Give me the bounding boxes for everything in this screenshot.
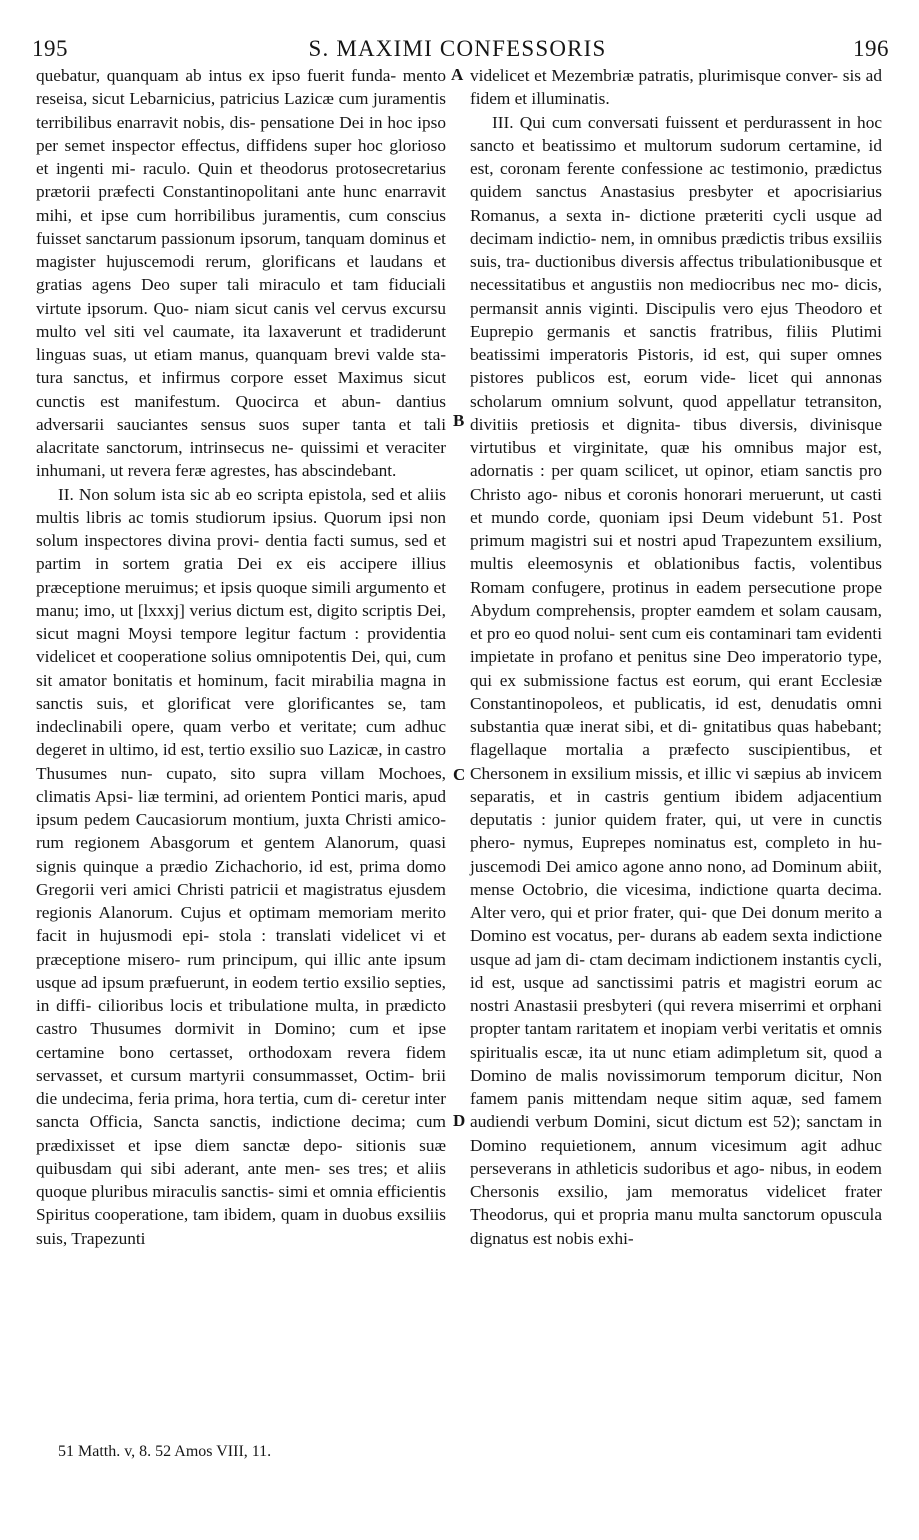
margin-marker-d: D — [453, 1111, 466, 1130]
left-paragraph-continuation: quebatur, quanquam ab intus ex ipso fuerit funda- mento reseisa, sicut Lebarnicius, patricius Lazicæ cum juramentis terribilibus enarravit nobis, dis- pensatione Dei in hoc ipso per semet inspector effectus, diffidens super hoc glorioso et ingenti mi- raculo. Quin et theodorus protosecretarius prætorii præfecti Constantinopolitani ante hunc enarravit mihi, et ipse cum horribilibus juramentis, cum conscius fuisset sanctarum passionum ipsorum, tanquam dominus et magister hujuscemodi rerum, glorificans et laudans et gratias agens Deo super tali miraculo et tam fiduciali virtute ipsorum. Quo- niam sicut canis vel cervus excursu multo vel siti vel caumate, ita laxaverunt et tradiderunt linguas suas, ut etiam manus, quanquam brevi valde sta- tura sanctus, et infirmus corpore esset Maximus sicut cunctis est manifestum. Quocirca et abun- dantius adversarii sauciantes sensus suos super tanta et tali alacritate sanctorum, intrinsecus ne- quissimi et veraciter inhumani, ut revera feræ agrestes, has abscindebant. — [36, 66, 446, 481]
right-paragraph-section-3: III. Qui cum conversati fuissent et perdurassent in hoc sancto et beatissimo et multorum sudorum certamine, id est, coronam ferente confessione ac testimonio, prædictus quidem sanctus Anastasius presbyter et apocrisiarius Romanus, a sexta in- dictione præteriti cycli usque ad decimam indictio- nem, in omnibus prædictis tribus exsiliis suis, tra- ductionibus diversis affectus tribulationibusque et necessitatibus et angustiis non mediocribus nec mo- dicis, permansit annis viginti. Discipulis vero ejus Theodoro et Euprepio germanis et sanctis fratribus, filiis Plutimi beatissimi imperatoris Pistoris, id est, qui super omnes pistores publicos est, eorum vide- licet qui annonas scholarum omnium solvunt, quod appellatur tetransiton, divitiis pretiosis et dignita- tibus diversis, divinisque virtutibus et virginitate, quæ his omnibus major est, adornatis : per quam scilicet, ut opinor, etiam sanctis pro Christo ago- nibus et coronis honorari meruerunt, ut casti et mundo corde, quoniam ipsi Deum videbunt 51. Post primum magistri sui et nostri apud Trapezuntem exsilium, multis eleemosynis et oblationibus factis, volentibus Romam confugere, protinus in eadem persecutione prope Abydum comprehensis, propter eamdem et solam causam, et pro eo quod nolui- sent cum eis contaminari tam evidenti impietate in profano et penitus sine Deo imperatorio type, qui ex submissione factus est eorum, qui erant Ecclesiæ Constantinopoleos, et publicatis, id est, denudatis omni substantia quæ inerat sibi, et di- gnitatibus quas habebant; flagellaque mortalia a præfecto suscipientibus, et Chersonem in exsilium missis, et illic vi sæpius ab invicem separatis, et in castris gentium ibidem adjacentium deputatis : junior quidem frater, qui, ut vere in cunctis phero- nymus, Euprepes nominatus est, completo in hu- juscemodi Dei amico agone anno nono, ad Dominum abiit, mense Octobrio, die vicesima, indictione quarta decima. Alter vero, qui et prior frater, qui- que Dei donum merito a Domino est vocatus, per- durans ab eadem sexta indictione usque ad jam di- ctam decimam indictionem instantis cycli, id est, usque ad sanctissimi patris et magistri eorum ac nostri Anastasii presbyteri (qui revera miserrimi et orphani propter tantam raritatem et inopiam verbi veritatis et omnis spiritualis escæ, ita ut nunc etiam adimpletum sit, quod a Domino de malis novissimorum temporum dicitur, Non famem panis mittendam neque sitim aquæ, sed famem audiendi verbum Domini, sicut dictum est 52); sanctam in Domino requietionem, annum vicesimum agit adhuc perseverans in athleticis sudoribus et ago- nibus, in eodem Chersonis exsilio, jam memoratus videlicet frater Theodorus, qui et propria manu multa sanctorum opuscula dignatus est nobis exhi- — [470, 112, 882, 1248]
right-column — [470, 64, 882, 1250]
margin-marker-c: C — [453, 765, 466, 784]
left-column — [36, 64, 446, 1250]
running-title: S. MAXIMI CONFESSORIS — [308, 36, 607, 61]
left-paragraph-section-2: II. Non solum ista sic ab eo scripta epistola, sed et aliis multis libris ac tomis studiorum ipsius. Quorum ipsi non solum inspectores divina provi- dentia facti sumus, sed et partim in sortem gratia Dei ex eis accipere illius præceptione meruimus; et ipsis quoque simili argumento et manu; imo, ut [lxxxj] verius dictum est, digito scriptis Dei, sicut magni Moysi tempore legitur factum : providentia videlicet et cooperatione solius omnipotentis Dei, qui, cum sit amator bonitatis et hominum, facit mirabilia magna in sanctis suis, et glorificat vere glorificantes se, tam indeclinabili opere, quam verbo et veritate; cum adhuc degeret in ultimo, id est, tertio exsilio suo Lazicæ, in castro Thusumes nun- cupato, sito supra villam Mochoes, climatis Apsi- liæ termini, ad orientem Pontici maris, apud ipsum pedem Caucasiorum montium, juxta Christi amico- rum regionem Abasgorum et gentem Alanorum, quasi signis quinque a prædio Zichachorio, id est, prima domo Gregorii veri amici Christi patricii et magistratus ejusdem regionis Alanorum. Cujus et optimam memoriam merito facit in hujusmodi epi- stola : translati videlicet vi et præceptione misero- rum principum, qui illic ante ipsum usque ad ipsum præfuerunt, in eodem tertio exsilio septies, in diffi- cilioribus locis et tribulatione multa, in prædicto castro Thusumes dormivit in Domino; cum et ipse certamine bono certasset, orthodoxam revera fidem servasset, et cursum martyrii consummasset, Octim- brii die undecima, feria prima, hora tertia, cum di- ceretur inter sancta Officia, Sancta sanctis, indictione decima; cum prædixisset et ipse diem sanctæ depo- sitionis suæ quibusdam qui sibi aderant, ante men- ses tres; et aliis quoque pluribus miraculis sanctis- simi et omnia efficientis Spiritus cooperatione, tam ibidem, quam in duobus exsiliis suis, Trapezunti — [36, 484, 446, 1248]
left-page-number: 195 — [32, 36, 68, 61]
right-paragraph-continuation: videlicet et Mezembriæ patratis, plurimisque conver- sis ad fidem et illuminatis. — [470, 66, 882, 109]
margin-marker-a: A — [451, 65, 464, 84]
right-page-number: 196 — [853, 36, 889, 61]
margin-marker-b: B — [453, 411, 465, 430]
footnotes: 51 Matth. v, 8. 52 Amos VIII, 11. — [58, 1443, 272, 1460]
